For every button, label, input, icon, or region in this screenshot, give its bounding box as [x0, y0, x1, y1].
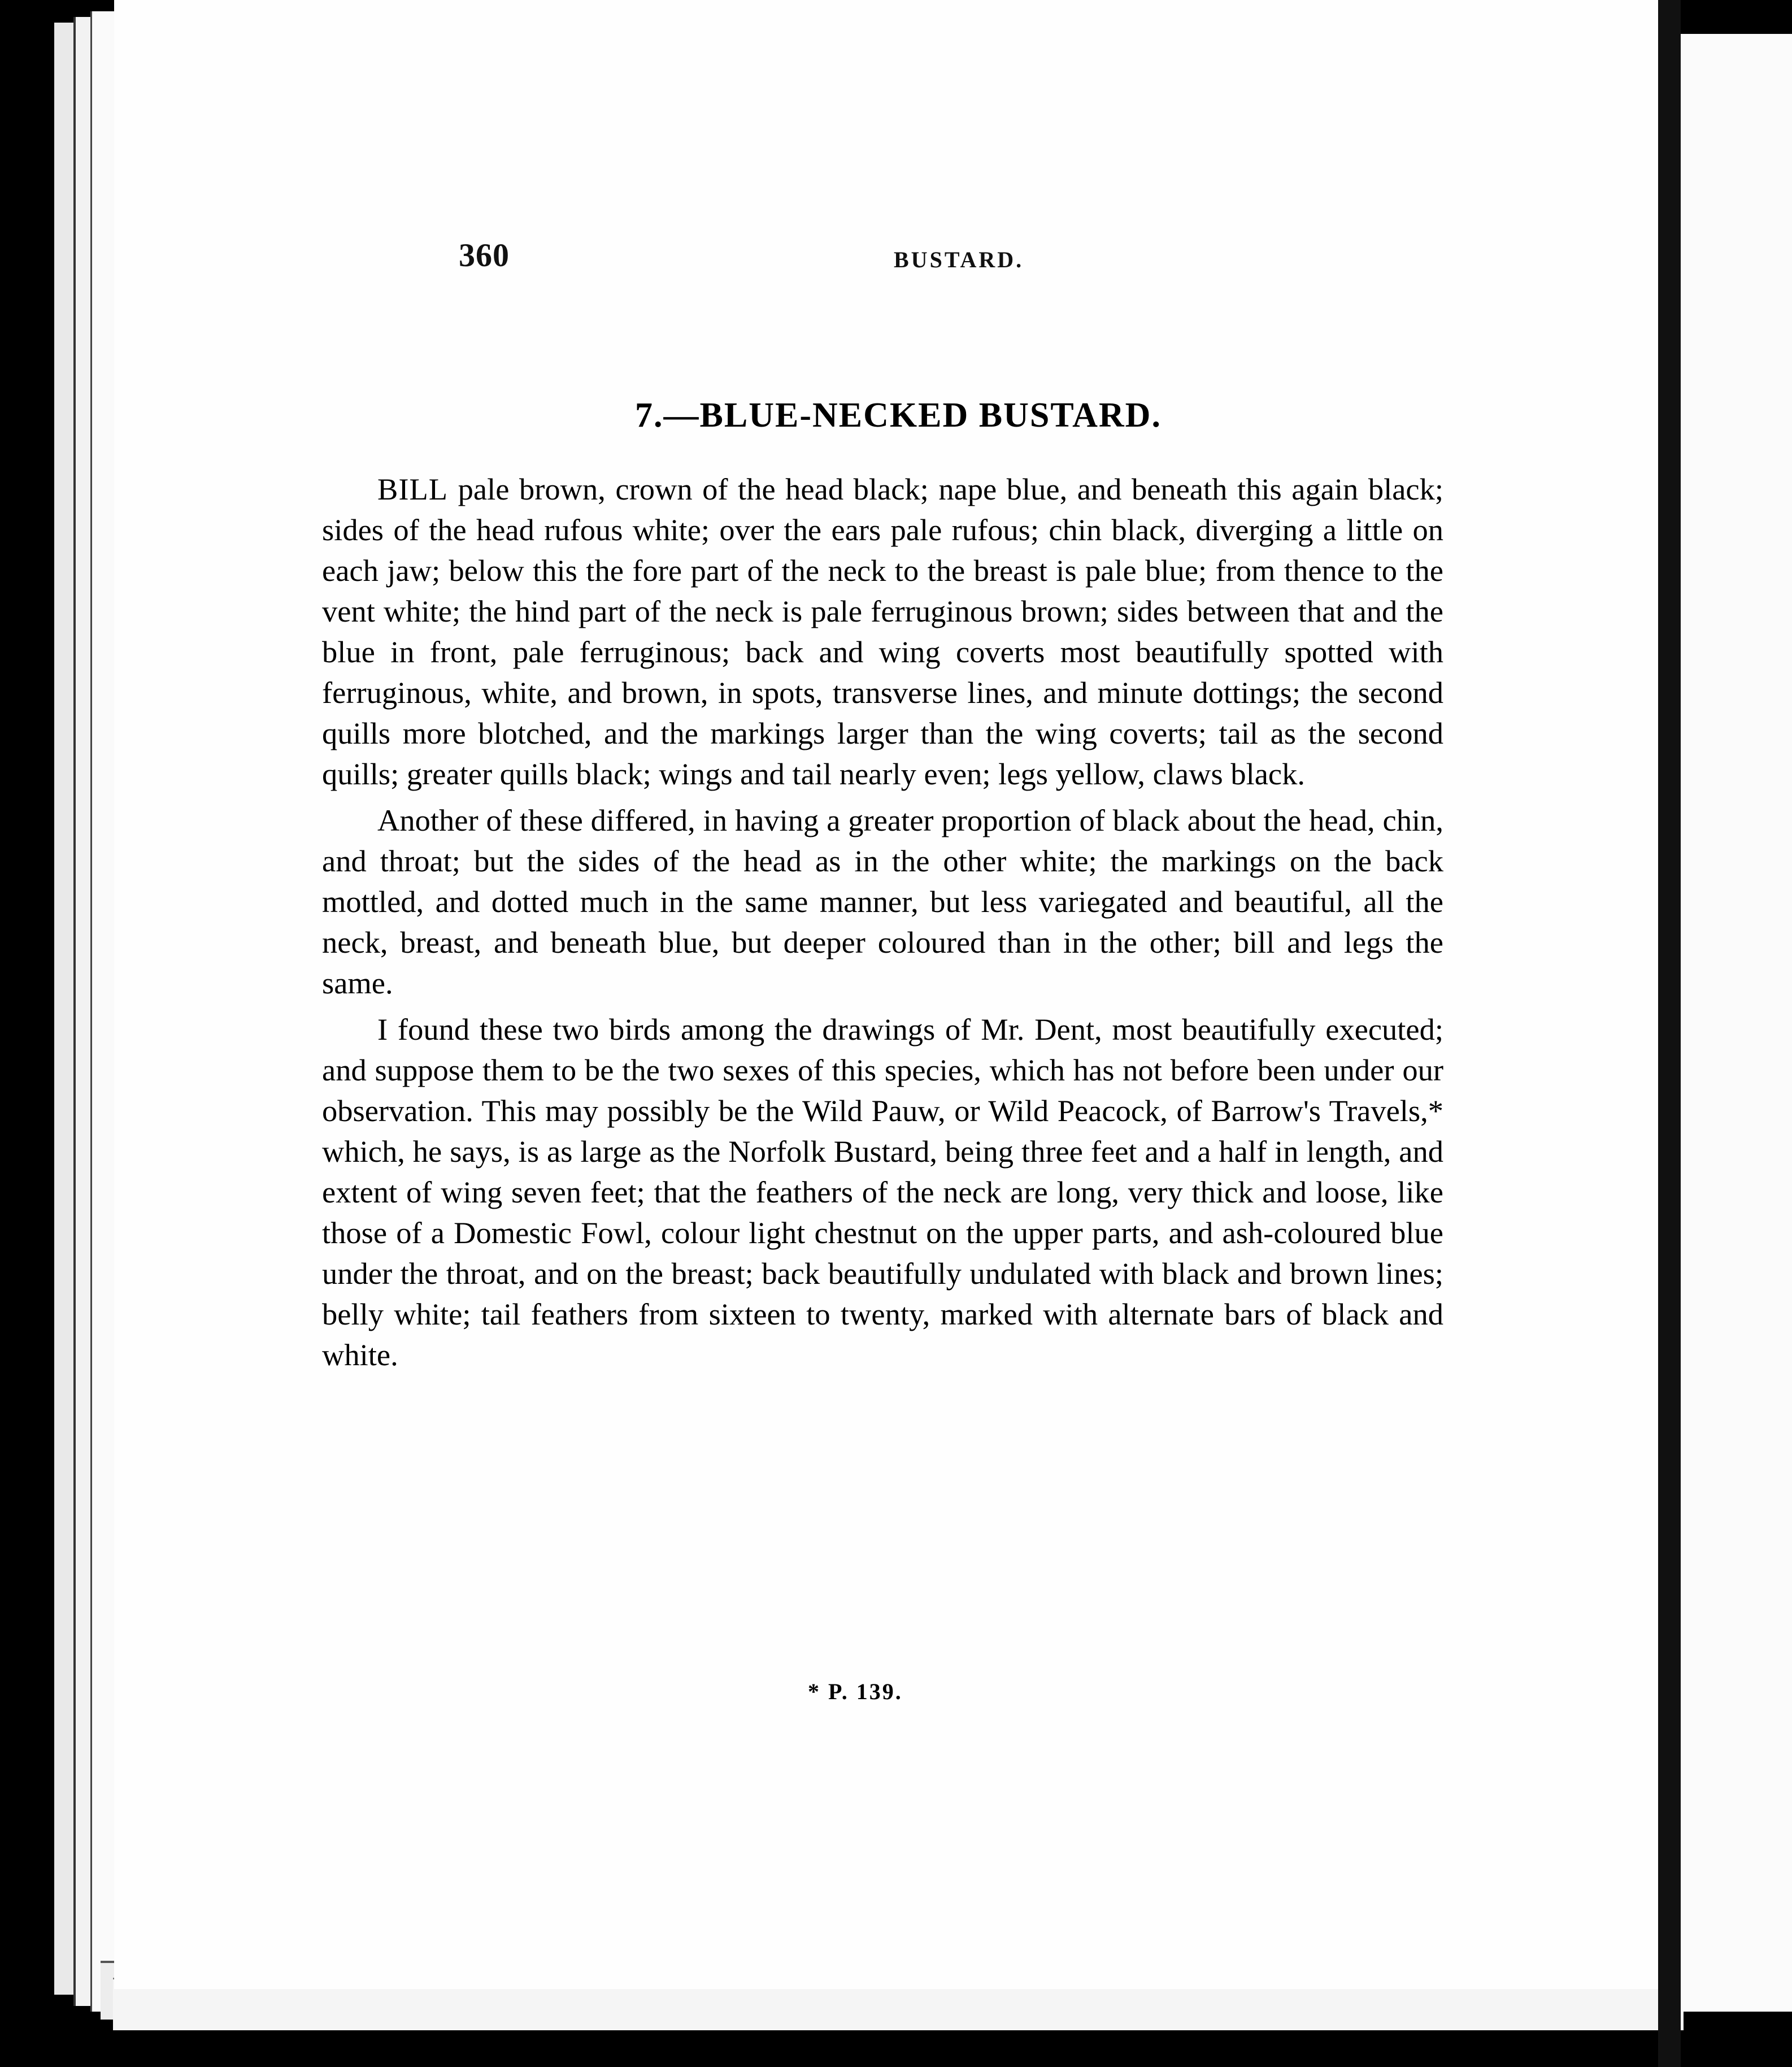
section-heading: 7.—BLUE-NECKED BUSTARD.	[635, 396, 1162, 435]
running-title: BUSTARD.	[894, 247, 1024, 272]
paragraph-text: Another of these differed, in having a greater proportion of black about the head, chin, and throat; but the sides of the head as in the other white; the markings on the back mottled, and dotted much in the same manner, but less variegated and beautiful, all the neck, breast, and beneath blue, but deeper coloured than in the other; bill and legs the same.	[322, 803, 1443, 1000]
book-gutter	[1658, 0, 1681, 2067]
paragraph	[322, 1009, 1443, 1375]
body-text	[322, 469, 1443, 1381]
paragraph-text: I found these two birds among the drawings of Mr. Dent, most beautifully executed; and suppose them to be the two sexes of this species, which has not before been under our observation. This may possibly be the Wild Pauw, or Wild Peacock, of Barrow's Travels,* which, he says, is as large as the Norfolk Bustard, being three feet and a half in length, and extent of wing seven feet; that the feathers of the neck are long, very thick and loose, like those of a Domestic Fowl, colour light chestnut on the upper parts, and ash-coloured blue under the throat, and on the breast; back beautifully undulated with black and brown lines; belly white; tail feathers from sixteen to twenty, marked with alternate bars of black and white.	[322, 1012, 1443, 1372]
paragraph	[322, 800, 1443, 1004]
footnote: * P. 139.	[808, 1679, 903, 1704]
running-head	[114, 236, 1658, 287]
paragraph	[322, 469, 1443, 794]
page-number: 360	[459, 237, 510, 273]
paragraph-lead-word: BILL	[377, 472, 449, 506]
paragraph-text: pale brown, crown of the head black; nape blue, and beneath this again black; sides of the head rufous white; over the ears pale rufous; chin black, diverging a little on each jaw; below this the fore part of the neck to the breast is pale blue; from thence to the vent white; the hind part of the neck is pale ferruginous brown; sides between that and the blue in front, pale ferruginous; back and wing coverts most beautifully spotted with ferruginous, white, and brown, in spots, transverse lines, and minute dottings; the second quills more blotched, and the markings larger than the wing coverts; tail as the second quills; greater quills black; wings and tail nearly even; legs yellow, claws black.	[322, 472, 1443, 791]
adjacent-page-edge	[1681, 34, 1792, 2012]
